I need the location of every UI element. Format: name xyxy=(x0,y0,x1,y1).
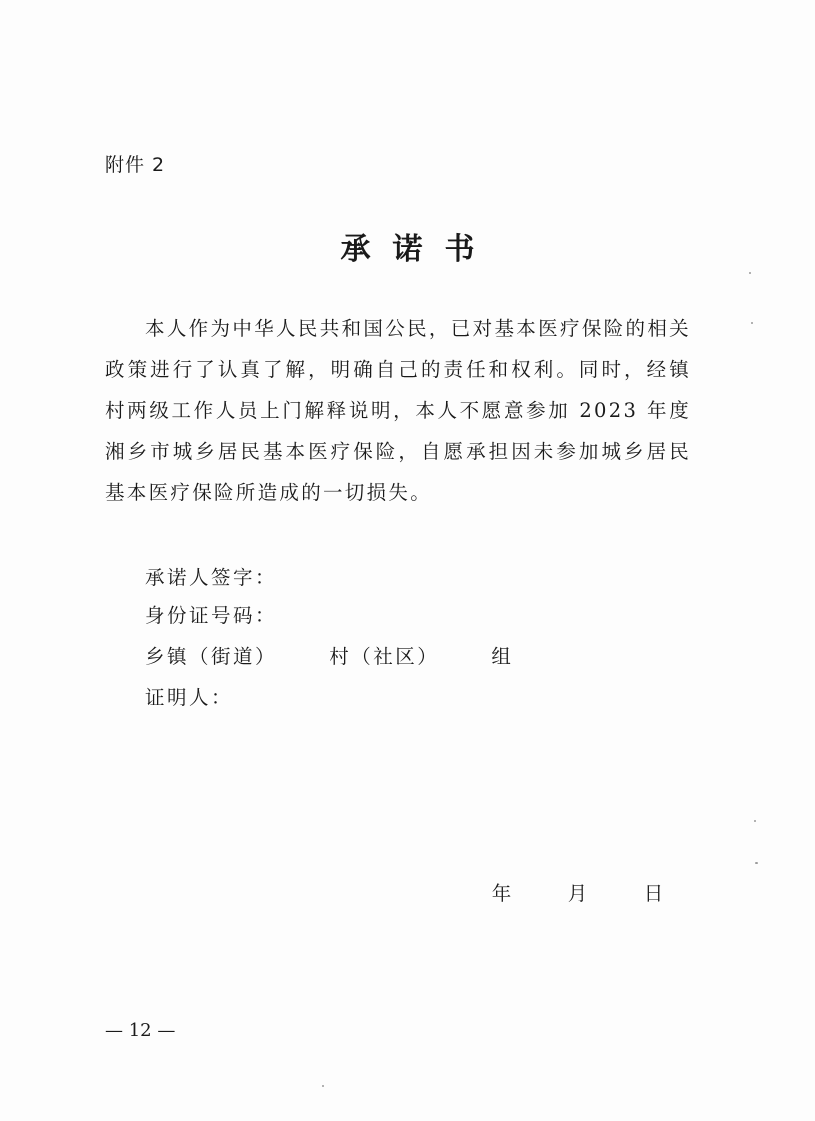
document-title: 承诺书 xyxy=(340,232,497,267)
location-label: 乡镇（街道） 村（社区） 组 xyxy=(145,645,514,668)
scan-speck xyxy=(749,272,751,274)
attachment-label: 附件 2 xyxy=(105,154,166,176)
body-paragraph: 本人作为中华人民共和国公民，已对基本医疗保险的相关政策进行了认真了解，明确自己的责任和权利。同时，经镇村两级工作人员上门解释说明，本人不愿意参加 2023 年度湘乡市城乡居民基本医疗保险，自愿承担因未参加城乡居民基本医疗保险所造成的一切损失。 xyxy=(105,317,691,504)
date-month-label: 月 xyxy=(567,882,588,905)
witness-label: 证明人： xyxy=(145,686,234,709)
id-number-label: 身份证号码： xyxy=(145,604,278,627)
scan-speck xyxy=(754,820,756,822)
promisor-signature-label: 承诺人签字： xyxy=(145,566,278,589)
date-year-label: 年 xyxy=(491,882,512,905)
page-number: — 12 — xyxy=(105,1020,176,1041)
scan-speck xyxy=(322,1085,324,1087)
scan-speck xyxy=(755,862,758,864)
date-line xyxy=(467,855,663,929)
date-day-label: 日 xyxy=(643,882,664,905)
scan-speck xyxy=(751,322,753,324)
